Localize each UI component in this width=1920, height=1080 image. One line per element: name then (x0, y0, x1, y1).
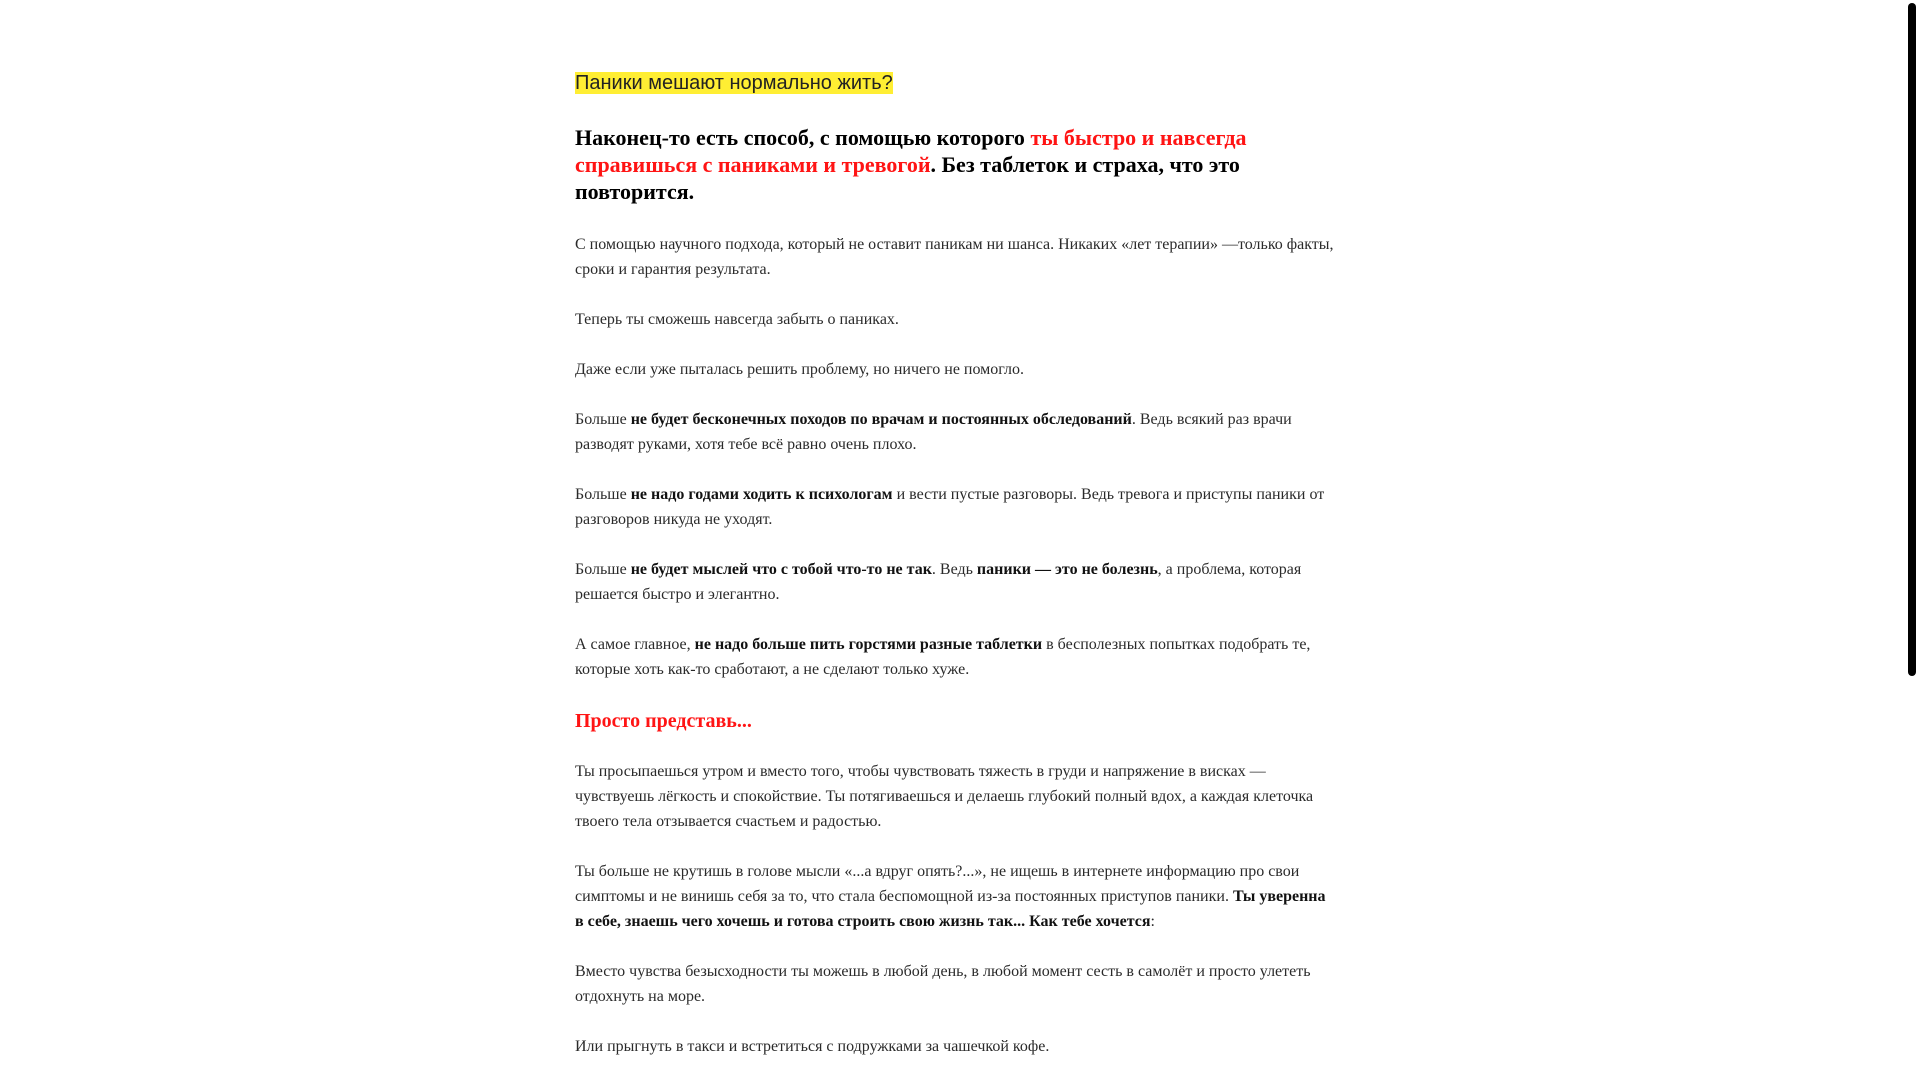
benefit-thoughts-mid: . Ведь (931, 561, 977, 578)
benefit-doctors-rest: . Ведь всякий раз врачи разводят руками, хотя тебе всё равно очень плохо. (575, 411, 1292, 453)
benefit-psychologists-rest: и вести пустые разговоры. Ведь тревога и приступы паники от разговоров никуда не уходят. (575, 486, 1325, 528)
intro-paragraph-1: С помощью научного подхода, который не оставит паникам ни шанса. Никаких «лет терапии» —только факты, сроки и гарантия результата. (575, 236, 1334, 278)
imagine-paragraph-2-lead: Ты больше не крутишь в голове мысли «...а вдруг опять?...», не ищешь в интернете информацию про свои симптомы и не винишь себя за то, что стала беспомощной из-за постоянных приступов паники. (575, 863, 1300, 905)
top-banner (575, 70, 1337, 96)
scrollbar-thumb[interactable] (1908, 3, 1916, 676)
headline-accent: ты быстро и навсегда справишься с паниками и тревогой (575, 125, 1247, 177)
headline (575, 124, 1337, 205)
benefit-thoughts-rest: , а проблема, которая решается быстро и элегантно. (575, 561, 1302, 603)
benefit-thoughts-bold-2: паники — это не болезнь (976, 561, 1158, 578)
headline-part-2: . Без таблеток и страха, что это повторится. (575, 152, 1240, 204)
benefit-pills-bold: не надо больше пить горстями разные таблетки (694, 636, 1043, 653)
intro-paragraph-3: Даже если уже пыталась решить проблему, но ничего не помогло. (575, 361, 1025, 378)
benefit-doctors-bold: не будет бесконечных походов по врачам и постоянных обследований (630, 411, 1132, 428)
imagine-paragraph-3: Вместо чувства безысходности ты можешь в любой день, в любой момент сесть в самолёт и просто улететь отдохнуть на море. (575, 963, 1311, 1005)
benefit-psychologists-bold: не надо годами ходить к психологам (630, 486, 893, 503)
benefit-thoughts-bold-1: не будет мыслей что с тобой что-то не так (630, 561, 932, 578)
imagine-paragraph-2-bold: Ты уверенна в себе, знаешь чего хочешь и готова строить свою жизнь так... Как тебе хочется (575, 888, 1326, 930)
benefit-doctors (575, 407, 1337, 457)
imagine-paragraph-2 (575, 859, 1337, 934)
benefit-pills-rest: в бесполезных попытках подобрать те, которые хоть как-то сработают, а не сделают только хуже. (575, 636, 1311, 678)
headline-part-1: Наконец-то есть способ, с помощью которого (575, 125, 1031, 150)
imagine-paragraph-2-end: : (1150, 913, 1155, 930)
benefit-thoughts-lead: Больше (575, 561, 631, 578)
vertical-scrollbar[interactable] (1900, 0, 1920, 1080)
intro-paragraph-2: Теперь ты сможешь навсегда забыть о паниках. (575, 311, 899, 328)
benefit-doctors-lead: Больше (575, 411, 631, 428)
benefit-pills (575, 632, 1337, 682)
imagine-subheading: Просто представь... (575, 710, 752, 732)
benefit-psychologists (575, 482, 1337, 532)
benefit-psychologists-lead: Больше (575, 486, 631, 503)
imagine-paragraph-4: Или прыгнуть в такси и встретиться с подружками за чашечкой кофе. (575, 1038, 1050, 1055)
top-banner-text: Паники мешают нормально жить? (575, 72, 893, 94)
benefit-pills-lead: А самое главное, (575, 636, 695, 653)
imagine-paragraph-1: Ты просыпаешься утром и вместо того, чтобы чувствовать тяжесть в груди и напряжение в висках — чувствуешь лёгкость и спокойствие. Ты потягиваешься и делаешь глубокий полный вдох, а каждая клеточка твоего тела отзывается счастьем и радостью. (575, 763, 1314, 830)
article-content (575, 70, 1337, 1080)
benefit-thoughts (575, 557, 1337, 607)
